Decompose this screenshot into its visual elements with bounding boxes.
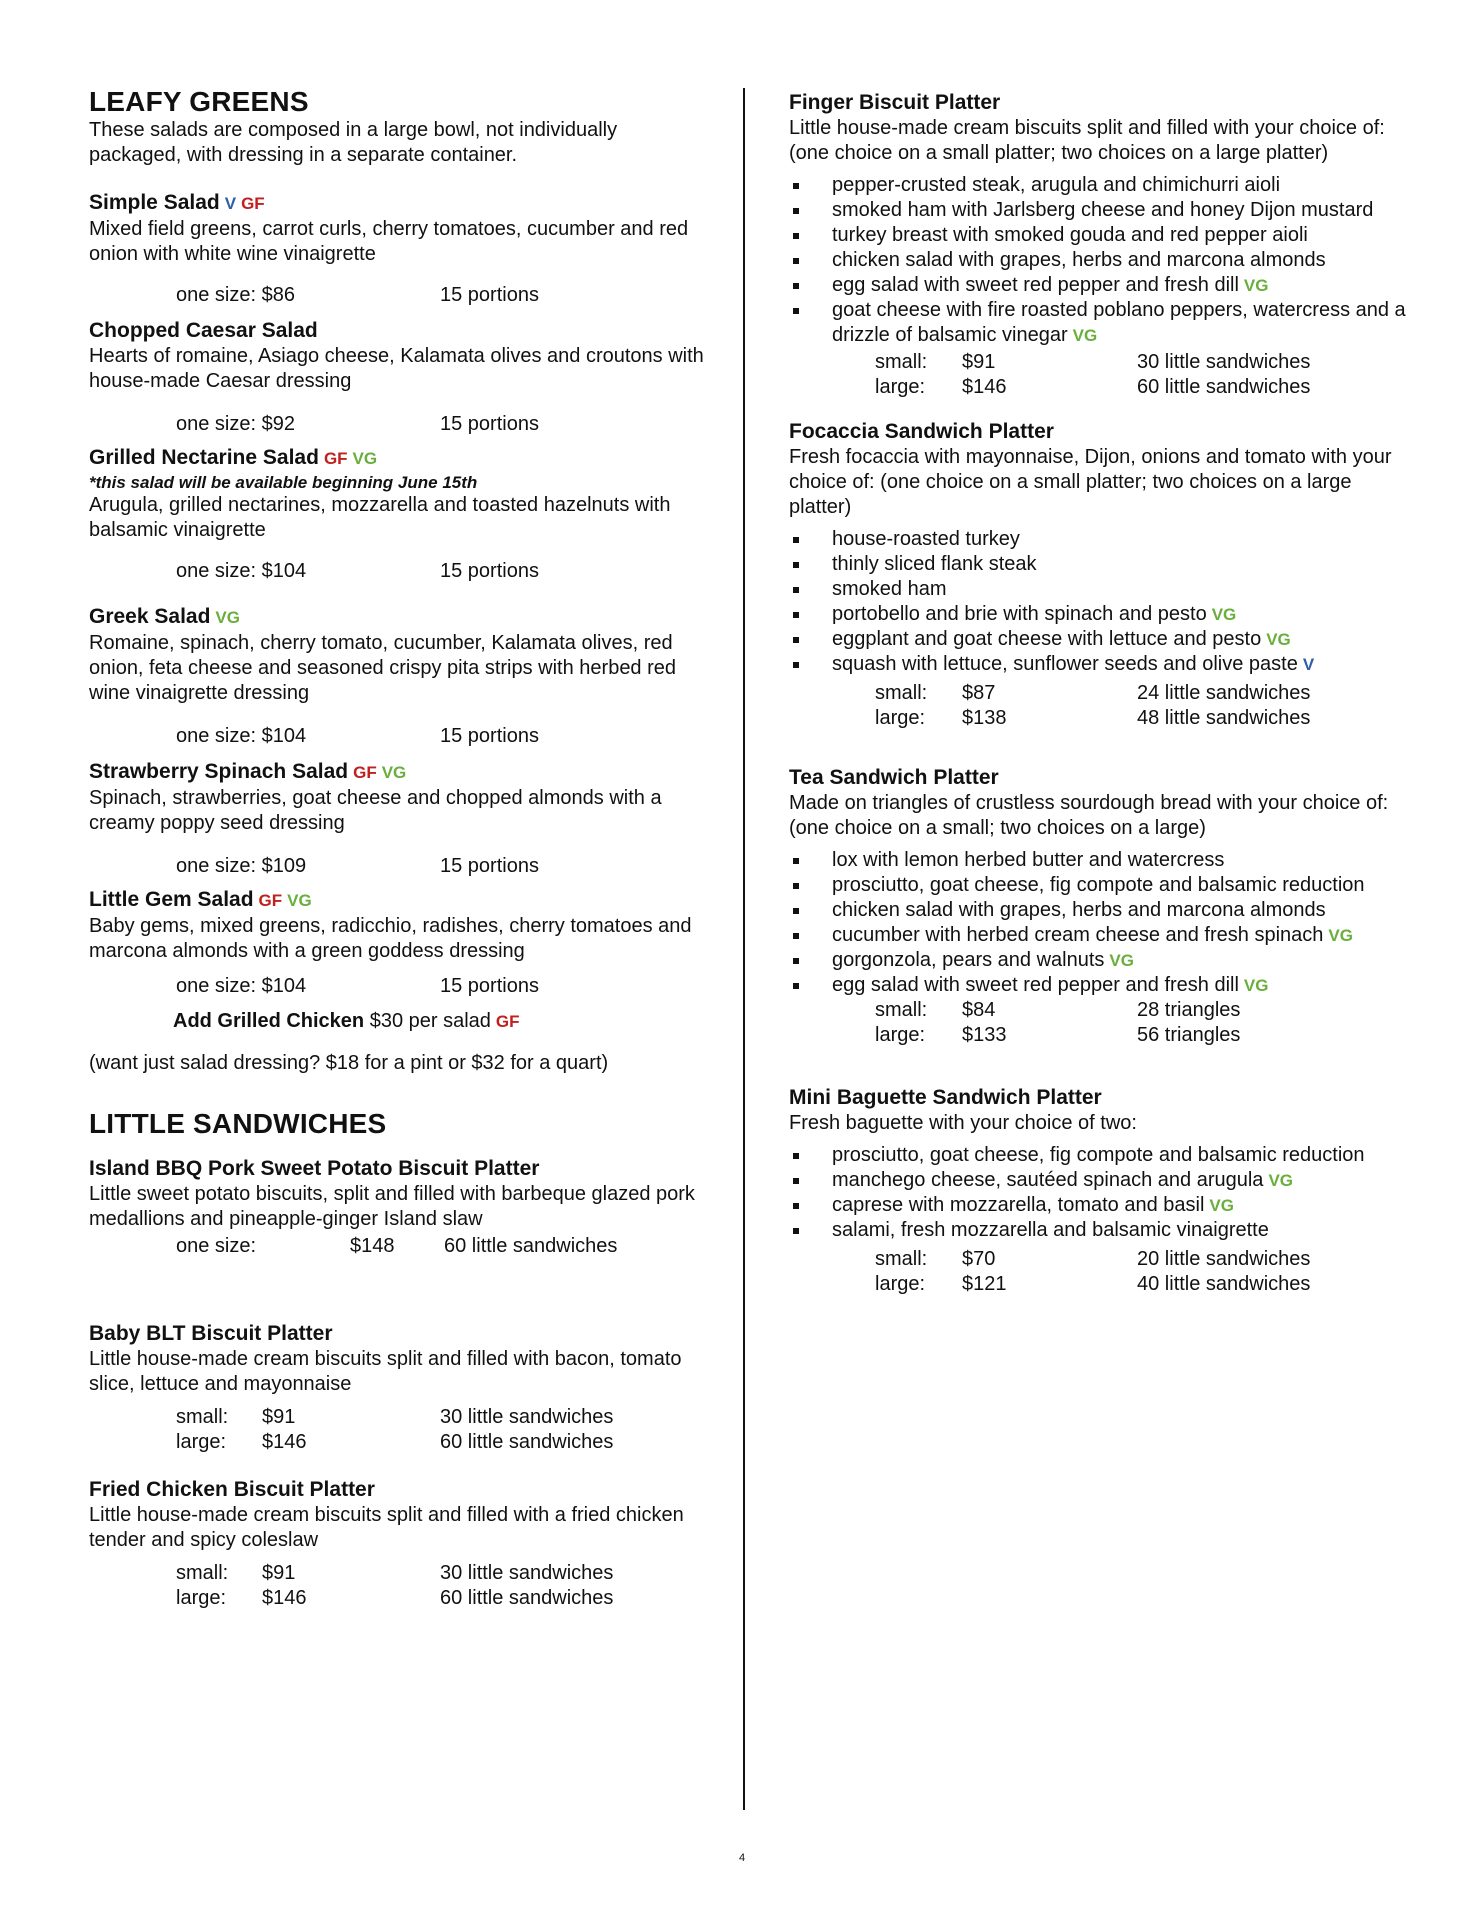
price-row-large [789,1272,1409,1297]
list-item: thinly sliced flank steak [789,552,1409,577]
list-item: salami, fresh mozzarella and balsamic vinaigrette [789,1218,1409,1243]
menu-item-focaccia-sandwich-platter [789,419,1409,731]
item-description: Mixed field greens, carrot curls, cherry tomatoes, cucumber and red onion with white wine vinaigrette [89,218,689,265]
price-size-label: small: [875,682,928,704]
list-item: prosciutto, goat cheese, fig compote and balsamic reduction [789,1143,1409,1168]
choice-list [789,1143,1409,1243]
price-count: 60 little sandwiches [440,1587,614,1609]
price-count: 28 triangles [1137,999,1241,1021]
vegan-tag: V [224,194,237,213]
section-title-little-sandwiches: LITTLE SANDWICHES [89,1108,387,1139]
list-item: house-roasted turkey [789,527,1409,552]
item-description: Little sweet potato biscuits, split and filled with barbeque glazed pork medallions and pineapple-ginger Island slaw [89,1183,695,1230]
item-description: Little house-made cream biscuits split and filled with your choice of: (one choice on a small platter; two choices on a large platter) [789,117,1385,164]
price-amount: $138 [962,707,1007,729]
price-row [89,412,709,437]
choice-list [789,848,1409,998]
price-size-label: large: [176,1587,227,1609]
item-name: Grilled Nectarine Salad GF VG [89,446,378,469]
menu-item-island-bbq-pork-platter [89,1156,709,1259]
gluten-free-tag: GF [323,449,348,468]
vegetarian-tag: VG [1243,276,1269,295]
item-name: Baby BLT Biscuit Platter [89,1322,333,1345]
price-size-label: large: [875,1024,926,1046]
item-description: Fresh focaccia with mayonnaise, Dijon, onions and tomato with your choice of: (one choice on a small platter; two choices on a large platter) [789,446,1392,518]
price-portions: 15 portions [440,975,539,997]
price-amount: $87 [962,682,996,704]
price-count: 24 little sandwiches [1137,682,1311,704]
left-column [89,86,709,1611]
item-name: Mini Baguette Sandwich Platter [789,1086,1102,1109]
price-amount: $91 [962,351,996,373]
price-portions: 15 portions [440,855,539,877]
list-item: caprese with mozzarella, tomato and basil VG [789,1193,1409,1218]
item-name: Tea Sandwich Platter [789,766,999,789]
price-count: 60 little sandwiches [1137,376,1311,398]
price-size-label: small: [875,999,928,1021]
price-row-large [789,1023,1409,1048]
price-row-small [789,681,1409,706]
item-description: Romaine, spinach, cherry tomato, cucumber, Kalamata olives, red onion, feta cheese and seasoned crispy pita strips with herbed red wine vinaigrette dressing [89,632,677,704]
item-description: Arugula, grilled nectarines, mozzarella and toasted hazelnuts with balsamic vinaigrette [89,494,671,541]
price-amount: $146 [262,1587,307,1609]
gluten-free-tag: GF [241,194,265,213]
vegan-tag: V [1302,655,1315,674]
list-item: prosciutto, goat cheese, fig compote and balsamic reduction [789,873,1409,898]
price-count: 56 triangles [1137,1024,1241,1046]
menu-item-finger-biscuit-platter [789,90,1409,400]
section-intro: These salads are composed in a large bowl, not individually packaged, with dressing in a separate container. [89,119,618,166]
item-description: Spinach, strawberries, goat cheese and chopped almonds with a creamy poppy seed dressing [89,787,662,834]
price-count: 30 little sandwiches [1137,351,1311,373]
list-item: squash with lettuce, sunflower seeds and olive paste V [789,652,1409,677]
price-row [89,854,709,879]
price-row-large [89,1586,709,1611]
price-row [89,974,709,999]
price-amount: $133 [962,1024,1007,1046]
price-row-small [89,1405,709,1430]
menu-item-tea-sandwich-platter [789,765,1409,1048]
price-count: 30 little sandwiches [440,1562,614,1584]
price-count: 20 little sandwiches [1137,1248,1311,1270]
price-row-large [89,1430,709,1455]
vegetarian-tag: VG [381,763,407,782]
list-item: goat cheese with fire roasted poblano peppers, watercress and a drizzle of balsamic vinegar VG [789,298,1409,348]
price-row-small [789,998,1409,1023]
choice-list [789,173,1409,348]
price-amount: $91 [262,1562,296,1584]
item-description: Fresh baguette with your choice of two: [789,1112,1137,1134]
list-item: smoked ham [789,577,1409,602]
item-name: Greek Salad VG [89,605,240,628]
item-description: Hearts of romaine, Asiago cheese, Kalamata olives and croutons with house-made Caesar dressing [89,345,704,392]
price-size-label: small: [875,1248,928,1270]
section-title-leafy-greens: LEAFY GREENS [89,86,309,117]
vegetarian-tag: VG [1328,926,1353,945]
menu-item-little-gem-salad [89,887,709,999]
price-count: 60 little sandwiches [444,1235,618,1257]
price-row-small [89,1561,709,1586]
list-item: manchego cheese, sautéed spinach and arugula VG [789,1168,1409,1193]
list-item: turkey breast with smoked gouda and red pepper aioli [789,223,1409,248]
price-row-large [789,375,1409,400]
column-divider [743,88,745,1810]
vegetarian-tag: VG [1266,630,1291,649]
item-description: Baby gems, mixed greens, radicchio, radishes, cherry tomatoes and marcona almonds with a green goddess dressing [89,915,692,962]
item-name: Simple Salad V GF [89,191,265,214]
menu-item-greek-salad [89,604,709,749]
list-item: egg salad with sweet red pepper and fresh dill VG [789,973,1409,998]
price-portions: 15 portions [440,413,539,435]
item-name: Little Gem Salad GF VG [89,888,312,911]
addon-price: $30 per salad [369,1010,491,1032]
list-item: pepper-crusted steak, arugula and chimichurri aioli [789,173,1409,198]
price-size-label: small: [176,1406,229,1428]
addon-label: Add Grilled Chicken [173,1010,365,1032]
price-size-label: large: [875,376,926,398]
price-amount: $70 [962,1248,996,1270]
list-item: egg salad with sweet red pepper and fresh dill VG [789,273,1409,298]
dressing-note: (want just salad dressing? $18 for a pint or $32 for a quart) [89,1052,609,1074]
gluten-free-tag: GF [258,891,283,910]
page-number: 4 [738,1852,746,1864]
price-amount: $91 [262,1406,296,1428]
list-item: chicken salad with grapes, herbs and marcona almonds [789,898,1409,923]
list-item: gorgonzola, pears and walnuts VG [789,948,1409,973]
price-count: 48 little sandwiches [1137,707,1311,729]
vegetarian-tag: VG [1209,1196,1234,1215]
menu-item-baby-blt-platter [89,1321,709,1455]
add-grilled-chicken-addon [89,1009,709,1034]
list-item: smoked ham with Jarlsberg cheese and honey Dijon mustard [789,198,1409,223]
price-row [89,559,709,584]
gluten-free-tag: GF [353,763,377,782]
price-size-label: large: [875,707,926,729]
menu-item-chopped-caesar-salad [89,318,709,437]
list-item: eggplant and goat cheese with lettuce and pesto VG [789,627,1409,652]
item-name: Strawberry Spinach Salad GF VG [89,760,407,783]
item-name: Fried Chicken Biscuit Platter [89,1478,375,1501]
price-row [89,1234,709,1259]
item-description: Little house-made cream biscuits split and filled with bacon, tomato slice, lettuce and mayonnaise [89,1348,682,1395]
price-amount: $84 [962,999,996,1021]
price-size: one size: $104 [176,975,307,997]
price-count: 60 little sandwiches [440,1431,614,1453]
price-row [89,283,709,308]
price-amount: $146 [262,1431,307,1453]
vegetarian-tag: VG [1072,326,1098,345]
item-availability-note: *this salad will be available beginning June 15th [89,473,478,492]
price-size-label: one size: [176,1235,257,1257]
vegetarian-tag: VG [352,449,378,468]
list-item: cucumber with herbed cream cheese and fresh spinach VG [789,923,1409,948]
item-name: Focaccia Sandwich Platter [789,420,1054,443]
price-row-small [789,1247,1409,1272]
price-count: 40 little sandwiches [1137,1273,1311,1295]
vegetarian-tag: VG [1211,605,1237,624]
price-size: one size: $104 [176,725,307,747]
price-portions: 15 portions [440,725,539,747]
list-item: chicken salad with grapes, herbs and marcona almonds [789,248,1409,273]
price-size: one size: $109 [176,855,307,877]
menu-item-grilled-nectarine-salad [89,445,709,584]
item-name: Island BBQ Pork Sweet Potato Biscuit Platter [89,1157,540,1180]
price-size: one size: $86 [176,284,295,306]
price-size-label: large: [875,1273,926,1295]
price-row [89,724,709,749]
choice-list [789,527,1409,677]
vegetarian-tag: VG [287,891,312,910]
price-amount: $121 [962,1273,1007,1295]
price-size-label: small: [176,1562,229,1584]
list-item: portobello and brie with spinach and pesto VG [789,602,1409,627]
vegetarian-tag: VG [1109,951,1134,970]
price-size-label: small: [875,351,928,373]
item-name: Chopped Caesar Salad [89,319,318,342]
gluten-free-tag: GF [495,1012,520,1031]
price-size: one size: $104 [176,560,307,582]
right-column [789,90,1409,1297]
menu-item-fried-chicken-platter [89,1477,709,1611]
price-amount: $146 [962,376,1007,398]
item-description: Made on triangles of crustless sourdough bread with your choice of: (one choice on a small; two choices on a large) [789,792,1389,839]
vegetarian-tag: VG [1243,976,1269,995]
price-row-small [789,350,1409,375]
menu-item-simple-salad [89,190,709,308]
menu-item-mini-baguette-sandwich-platter [789,1085,1409,1297]
price-row-large [789,706,1409,731]
price-size-label: large: [176,1431,227,1453]
list-item: lox with lemon herbed butter and watercress [789,848,1409,873]
price-portions: 15 portions [440,560,539,582]
price-count: 30 little sandwiches [440,1406,614,1428]
price-amount: $148 [350,1235,395,1257]
price-size: one size: $92 [176,413,295,435]
item-description: Little house-made cream biscuits split and filled with a fried chicken tender and spicy coleslaw [89,1504,684,1551]
menu-item-strawberry-spinach-salad [89,759,709,879]
price-portions: 15 portions [440,284,539,306]
vegetarian-tag: VG [215,608,240,627]
item-name: Finger Biscuit Platter [789,91,1001,114]
vegetarian-tag: VG [1268,1171,1293,1190]
